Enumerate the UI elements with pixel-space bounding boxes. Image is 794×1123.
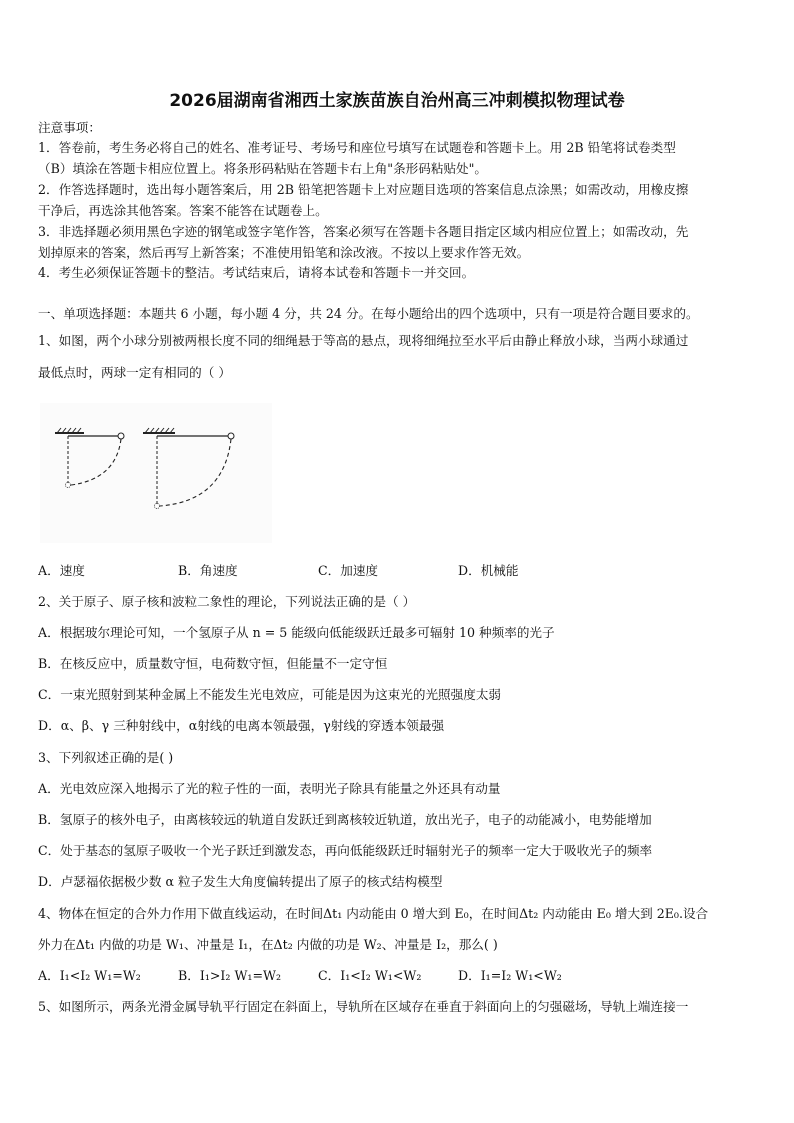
page-title: 2026届湖南省湘西土家族苗族自治州高三冲刺模拟物理试卷 — [169, 91, 625, 111]
question-3-stem: 3、下列叙述正确的是( ) — [38, 750, 174, 765]
option-b: B．角速度 — [178, 563, 238, 578]
question-3-option: A．光电效应深入地揭示了光的粒子性的一面，表明光子除具有能量之外还具有动量 — [38, 781, 501, 796]
question-1-stem: 1、如图，两个小球分别被两根长度不同的细绳悬于等高的悬点，现将细绳拉至水平后由静止释放小球，当两小球通过 — [38, 333, 689, 348]
question-2-option: A．根据玻尔理论可知，一个氢原子从 n = 5 能级向低能级跃迁最多可辐射 10 种频率的光子 — [38, 625, 555, 640]
question-2-option: B．在核反应中，质量数守恒，电荷数守恒，但能量不一定守恒 — [38, 656, 388, 671]
notice-line: 3．非选择题必须用黑色字迹的钢笔或签字笔作答，答案必须写在答题卡各题目指定区域内相应位置上；如需改动，先 — [38, 224, 689, 239]
notice-line: 1．答卷前，考生务必将自己的姓名、准考证号、考场号和座位号填写在试题卷和答题卡上。用 2B 铅笔将试卷类型 — [38, 140, 676, 155]
option-a: A．I₁<I₂ W₁=W₂ — [38, 968, 141, 983]
question-5-stem: 5、如图所示，两条光滑金属导轨平行固定在斜面上，导轨所在区域存在垂直于斜面向上的匀强磁场，导轨上端连接一 — [38, 999, 689, 1014]
question-3-option: D．卢瑟福依据极少数 α 粒子发生大角度偏转提出了原子的核式结构模型 — [38, 874, 443, 889]
question-4-stem: 4、物体在恒定的合外力作用下做直线运动，在时间Δt₁ 内动能由 0 增大到 E₀，在时间Δt₂ 内动能由 E₀ 增大到 2E₀.设合 — [38, 906, 709, 921]
notice-line: 划掉原来的答案，然后再写上新答案；不准使用铅笔和涂改液。不按以上要求作答无效。 — [38, 245, 530, 260]
notice-heading: 注意事项： — [38, 120, 101, 135]
question-2-stem: 2、关于原子、原子核和波粒二象性的理论，下列说法正确的是（ ） — [38, 594, 416, 609]
question-2-option: D．α、β、γ 三种射线中，α射线的电离本领最强，γ射线的穿透本领最强 — [38, 718, 445, 733]
notice-line: 4．考生必须保证答题卡的整洁。考试结束后，请将本试卷和答题卡一并交回。 — [38, 265, 475, 280]
pendulum-figure — [40, 403, 272, 543]
option-d: D．I₁=I₂ W₁<W₂ — [458, 968, 562, 983]
option-c: C．加速度 — [318, 563, 379, 578]
question-1-options — [38, 563, 760, 579]
question-3-option: C．处于基态的氢原子吸收一个光子跃迁到激发态，再向低能级跃迁时辐射光子的频率一定大于吸收光子的频率 — [38, 843, 653, 858]
pendulum-diagram — [40, 403, 272, 543]
option-a: A．速度 — [38, 563, 85, 578]
option-b: B．I₁>I₂ W₁=W₂ — [178, 968, 281, 983]
question-4-options — [38, 968, 760, 984]
notice-line: （B）填涂在答题卡相应位置上。将条形码粘贴在答题卡右上角"条形码粘贴处"。 — [38, 161, 488, 176]
option-d: D．机械能 — [458, 563, 519, 578]
question-1-stem: 最低点时，两球一定有相同的（ ） — [38, 365, 231, 380]
section-heading: 一、单项选择题：本题共 6 小题，每小题 4 分，共 24 分。在每小题给出的四个选项中，只有一项是符合题目要求的。 — [38, 306, 699, 321]
notice-line: 2．作答选择题时，选出每小题答案后，用 2B 铅笔把答题卡上对应题目选项的答案信息点涂黑；如需改动，用橡皮擦 — [38, 182, 689, 197]
option-c: C．I₁<I₂ W₁<W₂ — [318, 968, 422, 983]
question-2-option: C．一束光照射到某种金属上不能发生光电效应，可能是因为这束光的光照强度太弱 — [38, 687, 502, 702]
question-4-stem: 外力在Δt₁ 内做的功是 W₁、冲量是 I₁，在Δt₂ 内做的功是 W₂、冲量是 I₂，那么( ) — [38, 937, 498, 952]
question-3-option: B．氢原子的核外电子，由离核较远的轨道自发跃迁到离核较近轨道，放出光子，电子的动能减小，电势能增加 — [38, 812, 652, 827]
notice-line: 干净后，再选涂其他答案。答案不能答在试题卷上。 — [38, 203, 328, 218]
